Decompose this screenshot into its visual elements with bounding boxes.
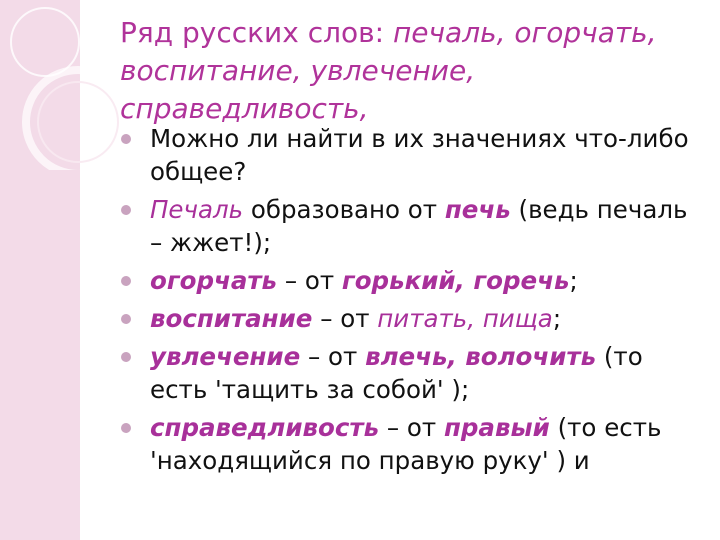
list-item xyxy=(130,302,705,335)
keyword: воспитание xyxy=(150,304,313,333)
decorative-circles xyxy=(0,0,140,170)
slide-title xyxy=(120,14,710,128)
root-word: правый xyxy=(443,413,550,442)
keyword: Печаль xyxy=(150,195,244,224)
root-word: питать, пища xyxy=(377,304,553,333)
list-item xyxy=(130,340,705,406)
connector: – от xyxy=(312,304,378,333)
list-item xyxy=(130,264,705,297)
bullet-tail: (то есть 'находящийся по правую руку' ) и xyxy=(150,413,662,475)
connector: образовано от xyxy=(243,195,445,224)
list-item xyxy=(130,193,705,259)
keyword: увлечение xyxy=(150,342,301,371)
root-word: печь xyxy=(444,195,511,224)
bullet-tail: (то есть 'тащить за собой' ); xyxy=(150,342,643,404)
bullet-dot xyxy=(121,314,131,324)
bullet-dot xyxy=(121,423,131,433)
bullet-dot xyxy=(121,276,131,286)
connector: – от xyxy=(379,413,444,442)
root-word: влечь, волочить xyxy=(365,342,597,371)
title-words: печаль, огорчать, воспитание, увлечение, справедливость, xyxy=(120,16,657,125)
bullet-text: Можно ли найти в их значениях что-либо общее? xyxy=(150,124,689,186)
keyword: огорчать xyxy=(150,266,278,295)
title-lead: Ряд русских слов: xyxy=(120,16,393,49)
connector: – от xyxy=(300,342,366,371)
list-item xyxy=(130,122,705,188)
root-word: горький, горечь xyxy=(341,266,570,295)
bullet-tail: ; xyxy=(569,266,578,295)
keyword: справедливость xyxy=(150,413,380,442)
bullet-dot xyxy=(121,352,131,362)
bullet-dot xyxy=(121,205,131,215)
bullet-tail: ; xyxy=(552,304,562,333)
bullet-dot xyxy=(121,134,131,144)
bullet-tail: (ведь печаль – жжет!); xyxy=(150,195,688,257)
bullet-list xyxy=(130,122,705,477)
list-item xyxy=(130,411,705,477)
connector: – от xyxy=(277,266,342,295)
